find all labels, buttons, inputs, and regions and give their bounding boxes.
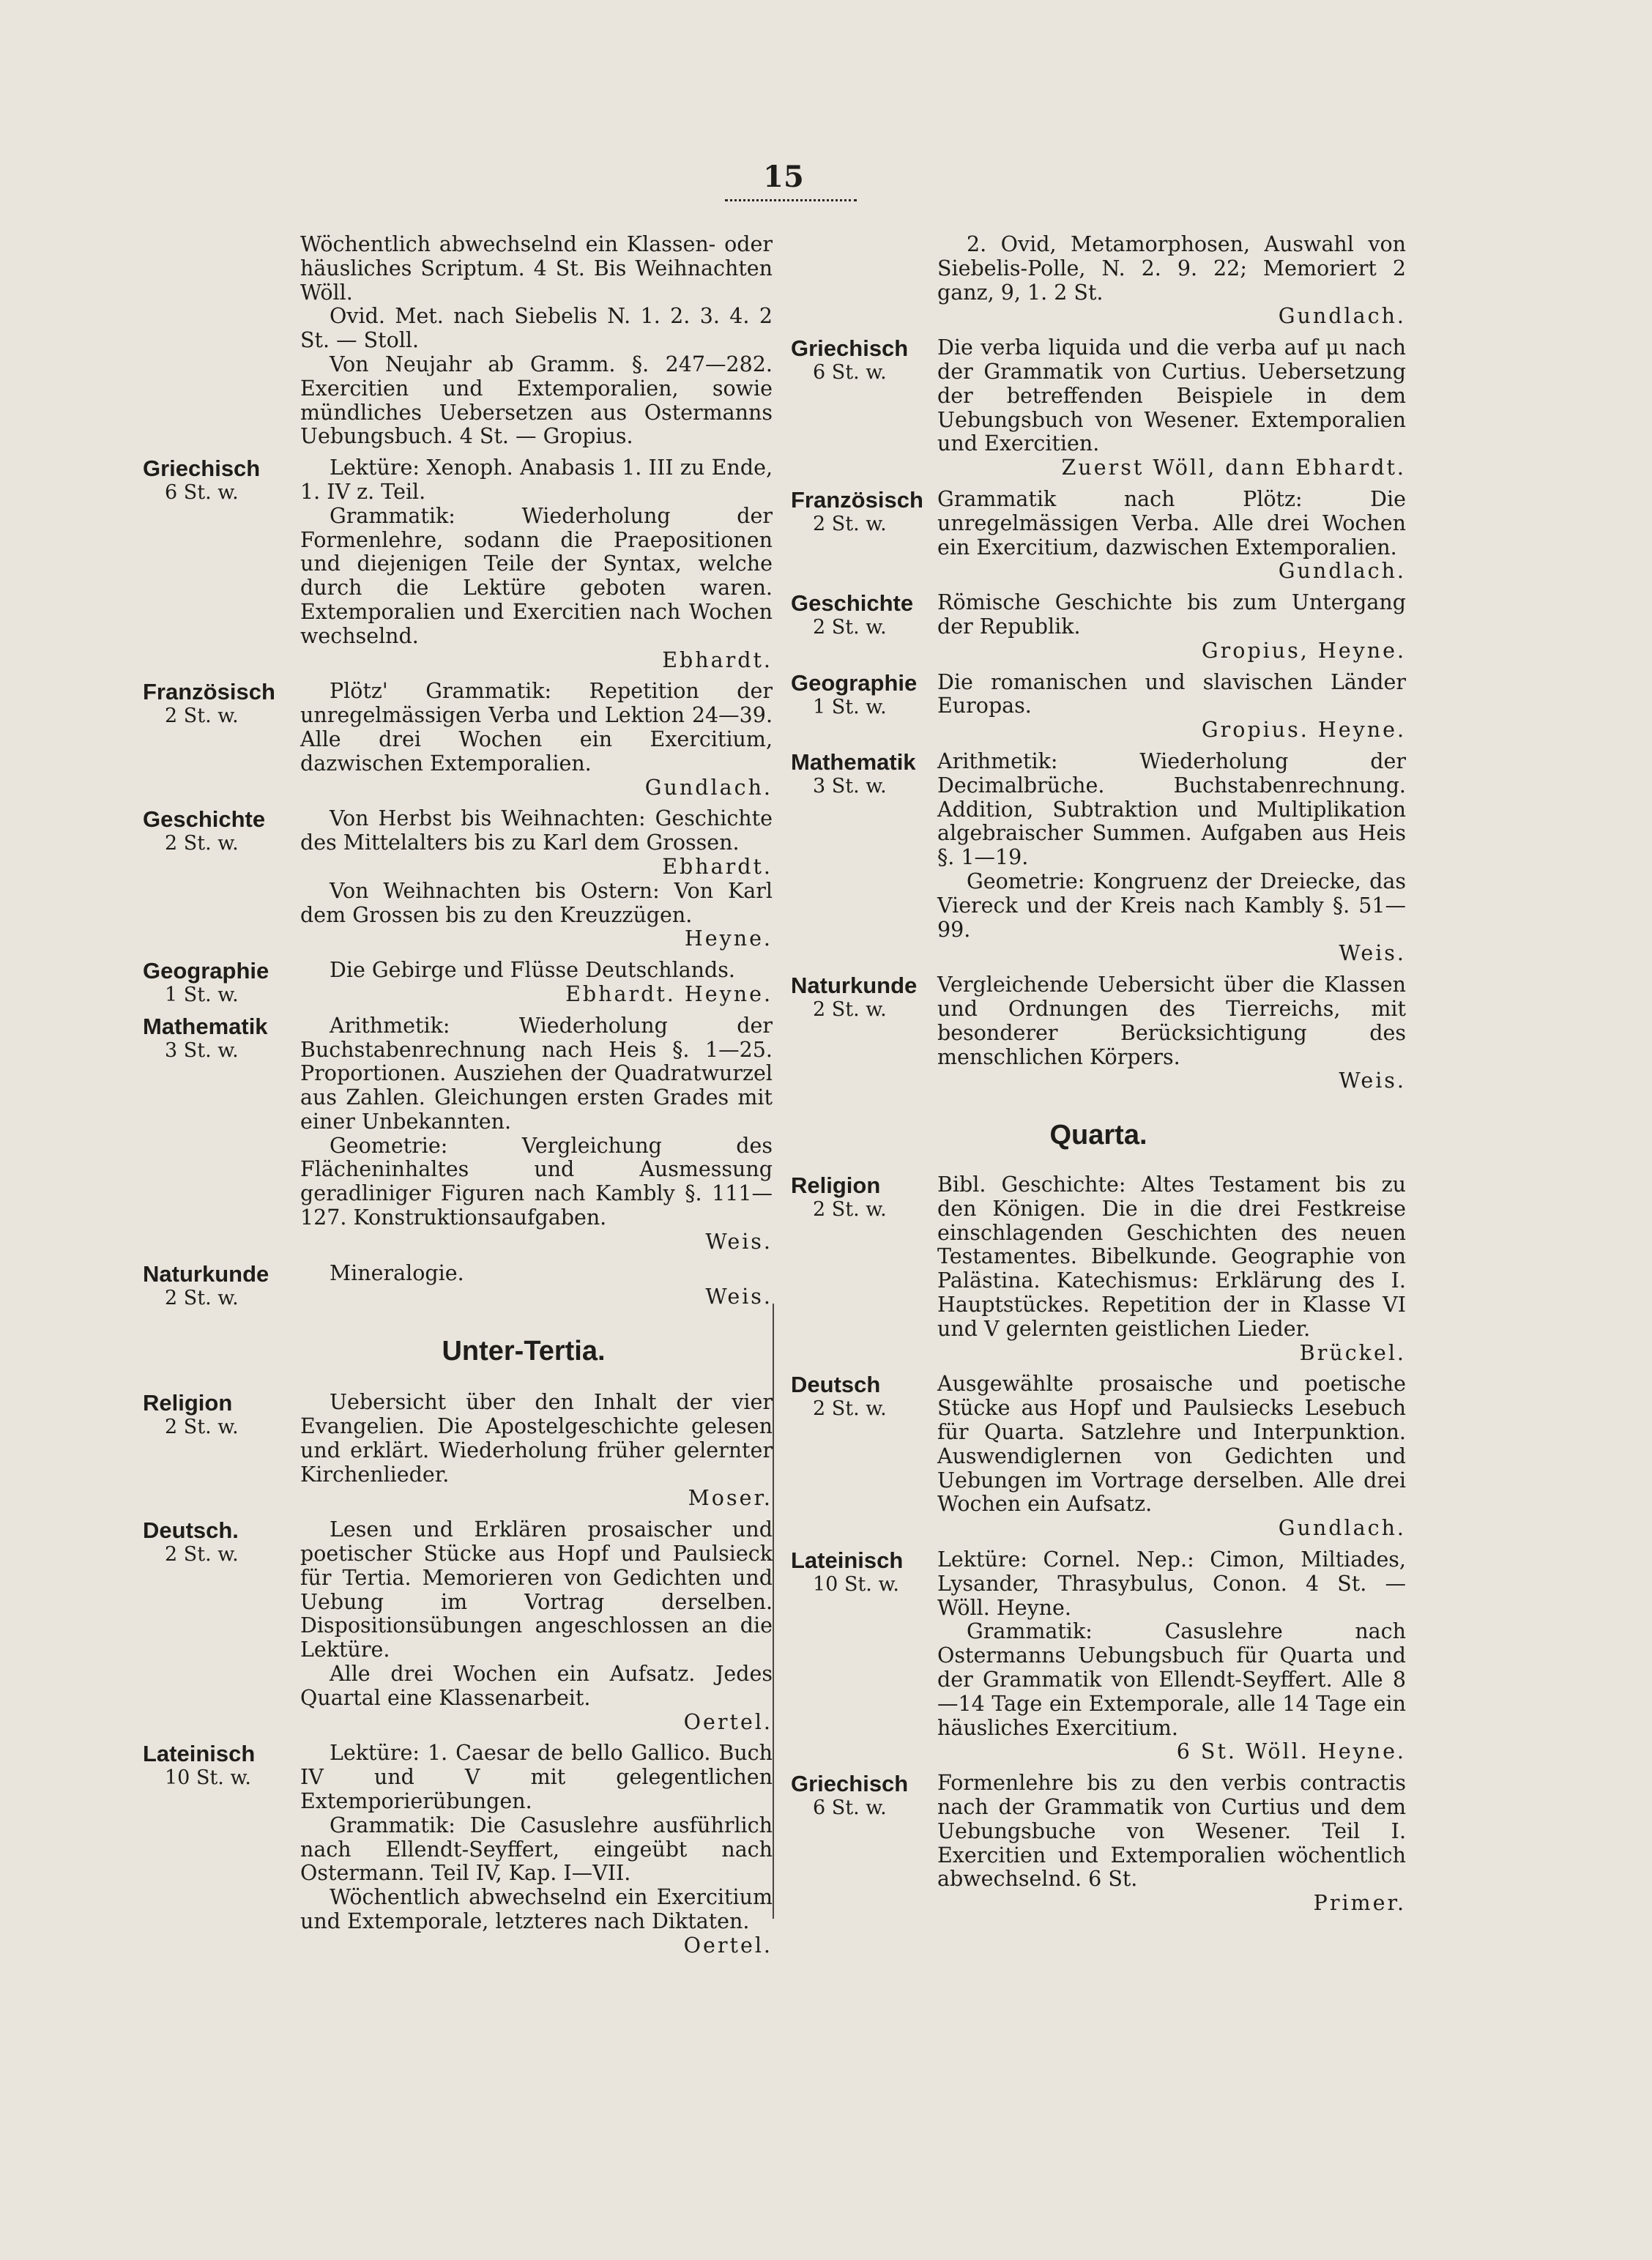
subject-name: Mathematik <box>143 1013 268 1039</box>
subject-hours: 2 St. w. <box>813 998 887 1022</box>
subject-name: Geschichte <box>143 806 266 833</box>
paragraph: Lesen und Erklären prosaischer und poetischer Stücke aus Hopf und Paulsieck für Tertia. Memorieren von Gedichten und Uebung im Vortrag derselben. Dispositionsübungen angeschlossen an die Lektüre. <box>300 1517 773 1662</box>
paragraph: Arithmetik: Wiederholung der Decimalbrüche. Buchstabenrechnung. Addition, Subtraktion und Multiplikation algebraischer Summen. Aufgaben aus Heis §. 1—19. <box>937 748 1406 870</box>
left-column <box>143 233 773 1966</box>
subject-naturkunde <box>143 1262 773 1310</box>
subject-mathematik <box>143 1014 773 1254</box>
subject-hours: 2 St. w. <box>165 1416 239 1439</box>
paragraph: Von Neujahr ab Gramm. §. 247—282. Exercitien und Extemporalien, sowie mündliches Uebersetzen aus Ostermanns Uebungsbuch. 4 St. — Gropius. <box>300 352 773 449</box>
subject-name: Griechisch <box>143 456 261 482</box>
subject-hours: 6 St. w. <box>165 481 239 505</box>
subject-hours: 3 St. w. <box>813 774 887 798</box>
teacher-signature: Gundlach. <box>1278 1516 1406 1541</box>
teacher-signature: Primer. <box>1313 1891 1406 1916</box>
paragraph: Ausgewählte prosaische und poetische Stücke aus Hopf und Paulsiecks Lesebuch für Quarta. Satzlehre und Interpunktion. Auswendiglernen von Gedichten und Uebungen im Vortrage derselben. Alle drei Wochen ein Aufsatz. <box>937 1372 1406 1517</box>
paragraph: Vergleichende Uebersicht über die Klassen und Ordnungen des Tierreichs, mit besonderer Berücksichtigung des menschlichen Körpers. <box>937 973 1406 1069</box>
paragraph: Lektüre: Cornel. Nep.: Cimon, Miltiades, Lysander, Thrasybulus, Conon. 4 St. — Wöll. Heyne. <box>937 1547 1406 1620</box>
continuation-block <box>143 233 773 449</box>
subject-hours: 6 St. w. <box>813 1796 887 1820</box>
paragraph: Plötz' Grammatik: Repetition der unregelmässigen Verba und Lektion 24—39. Alle drei Wochen ein Exercitium, dazwischen Extemporalien. <box>300 679 773 776</box>
teacher-signature: Gropius. Heyne. <box>1201 718 1406 743</box>
paragraph: Von Herbst bis Weihnachten: Geschichte des Mittelalters bis zu Karl dem Grossen. <box>300 806 773 855</box>
continuation-block <box>791 233 1406 329</box>
paragraph: Von Weihnachten bis Ostern: Von Karl dem Grossen bis zu den Kreuzzügen. <box>300 878 773 927</box>
paragraph: Geometrie: Kongruenz der Dreiecke, das Viereck und der Kreis nach Kambly §. 51— 99. <box>937 869 1406 942</box>
subject-hours: 2 St. w. <box>813 1397 887 1421</box>
subject-hours: 2 St. w. <box>165 832 239 855</box>
paragraph: Grammatik: Wiederholung der Formenlehre, sodann die Praepositionen und diejenigen Teile der Syntax, welche durch die Lektüre geboten waren. Extemporalien und Exercitien nach Wochen wechselnd. <box>300 503 773 648</box>
teacher-signature: Weis. <box>705 1285 773 1309</box>
teacher-signature: Ebhardt. <box>662 854 773 879</box>
teacher-signature: Weis. <box>705 1229 773 1254</box>
paragraph: Arithmetik: Wiederholung der Buchstabenrechnung nach Heis §. 1—25. Proportionen. Ausziehen der Quadratwurzel aus Zahlen. Gleichungen ersten Grades mit einer Unbekannten. <box>300 1013 773 1134</box>
section-title: Quarta. <box>1049 1120 1147 1151</box>
teacher-signature: Oertel. <box>683 1933 773 1958</box>
teacher-signature: Weis. <box>1339 941 1406 966</box>
subject-name: Naturkunde <box>791 973 918 999</box>
subject-hours: 10 St. w. <box>165 1766 251 1790</box>
paragraph: Die verba liquida und die verba auf μι nach der Grammatik von Curtius. Uebersetzung der betreffenden Beispiele in dem Uebungsbuch von Wesener. Extemporalien und Exercitien. <box>937 335 1406 456</box>
subject-name: Griechisch <box>791 335 909 362</box>
subject-hours: 2 St. w. <box>813 1198 887 1222</box>
paragraph: Lektüre: 1. Caesar de bello Gallico. Buch IV und V mit gelegentlichen Extemporierübungen. <box>300 1741 773 1814</box>
subject-name: Religion <box>791 1172 881 1199</box>
subject-hours: 2 St. w. <box>813 512 887 535</box>
subject-name: Griechisch <box>791 1771 909 1797</box>
subject-hours: 6 St. w. <box>813 361 887 384</box>
teacher-signature: Zuerst Wöll, dann Ebhardt. <box>1061 456 1406 480</box>
teacher-signature: Gundlach. <box>1278 559 1406 584</box>
subject-name: Lateinisch <box>791 1547 904 1574</box>
paragraph: Alle drei Wochen ein Aufsatz. Jedes Quartal eine Klassenarbeit. <box>300 1662 773 1710</box>
subject-name: Geschichte <box>791 590 914 617</box>
subject-deutsch <box>791 1372 1406 1541</box>
paragraph: Grammatik: Die Casuslehre ausführlich nach Ellendt-Seyffert, eingeübt nach Ostermann. Teil IV, Kap. I—VII. <box>300 1813 773 1886</box>
subject-griechisch <box>791 336 1406 480</box>
subject-name: Geographie <box>143 958 269 984</box>
subject-griechisch <box>143 456 773 672</box>
subject-franzoesisch <box>791 488 1406 584</box>
subject-name: Deutsch <box>791 1372 881 1398</box>
paragraph: Bibl. Geschichte: Altes Testament bis zu den Königen. Die in die drei Festkreise einschlagenden Geschichten des neuen Testamentes. Bibelkunde. Geographie von Palästina. Katechismus: Erklärung des I. Hauptstückes. Repetition der in Klasse VI und V gelernten geistlichen Lieder. <box>937 1172 1406 1341</box>
subject-hours: 2 St. w. <box>165 1543 239 1566</box>
subject-hours: 2 St. w. <box>165 705 239 728</box>
subject-name: Französisch <box>791 486 923 513</box>
paragraph: Lektüre: Xenoph. Anabasis 1. III zu Ende, 1. IV z. Teil. <box>300 456 773 504</box>
paragraph: Geometrie: Vergleichung des Flächeninhaltes und Ausmessung geradliniger Figuren nach Kambly §. 111—127. Konstruktionsaufgaben. <box>300 1133 773 1230</box>
paragraph: Mineralogie. <box>330 1260 464 1285</box>
subject-geschichte <box>143 807 773 951</box>
teacher-signature: Moser. <box>688 1486 773 1511</box>
subject-griechisch-quarta <box>791 1772 1406 1916</box>
header-ornament <box>725 192 857 201</box>
paragraph: Wöchentlich abwechselnd ein Klassen- oder häusliches Scriptum. 4 St. Bis Weihnachten Wöll. <box>300 232 773 305</box>
subject-hours: 1 St. w. <box>165 984 239 1007</box>
teacher-signature: Ebhardt. Heyne. <box>565 981 773 1006</box>
subject-lateinisch <box>143 1742 773 1958</box>
subject-geschichte <box>791 591 1406 663</box>
subject-deutsch <box>143 1518 773 1734</box>
subject-naturkunde <box>791 973 1406 1093</box>
right-column <box>791 233 1406 1923</box>
subject-name: Geographie <box>791 669 918 696</box>
subject-name: Französisch <box>143 679 275 705</box>
subject-hours: 1 St. w. <box>813 695 887 718</box>
paragraph: 2. Ovid, Metamorphosen, Auswahl von Siebelis-Polle, N. 2. 9. 22; Memoriert 2 ganz, 9, 1. 2 St. <box>937 232 1406 305</box>
teacher-signature: Heyne. <box>684 926 773 951</box>
subject-hours: 2 St. w. <box>813 616 887 639</box>
paragraph: Die Gebirge und Flüsse Deutschlands. <box>330 958 735 983</box>
subject-name: Religion <box>143 1390 233 1416</box>
section-title: Unter-Tertia. <box>442 1336 606 1367</box>
teacher-signature: Gropius, Heyne. <box>1201 638 1406 663</box>
paragraph: Ovid. Met. nach Siebelis N. 1. 2. 3. 4. 2 St. — Stoll. <box>300 304 773 353</box>
paragraph: Grammatik nach Plötz: Die unregelmässigen Verba. Alle drei Wochen ein Exercitium, dazwischen Extemporalien. <box>937 486 1406 560</box>
subject-geographie <box>143 959 773 1007</box>
paragraph: Wöchentlich abwechselnd ein Exercitium und Extemporale, letzteres nach Diktaten. <box>300 1885 773 1933</box>
paragraph: Grammatik: Casuslehre nach Ostermanns Uebungsbuch für Quarta und der Grammatik von Ellendt-Seyffert. Alle 8—14 Tage ein Extemporale, alle 14 Tage ein häusliches Exercitium. <box>937 1619 1406 1740</box>
page-number: 15 <box>763 160 804 194</box>
teacher-signature: Gundlach. <box>644 775 773 800</box>
subject-name: Deutsch. <box>143 1517 239 1544</box>
teacher-signature: 6 St. Wöll. Heyne. <box>1176 1739 1406 1764</box>
subject-hours: 3 St. w. <box>165 1038 239 1062</box>
subject-hours: 2 St. w. <box>165 1286 239 1309</box>
subject-religion <box>791 1173 1406 1365</box>
subject-religion <box>143 1391 773 1511</box>
paragraph: Die romanischen und slavischen Länder Europas. <box>937 669 1406 718</box>
subject-hours: 10 St. w. <box>813 1573 899 1597</box>
teacher-signature: Oertel. <box>683 1709 773 1734</box>
teacher-signature: Brückel. <box>1299 1340 1406 1365</box>
subject-name: Mathematik <box>791 748 916 775</box>
subject-mathematik <box>791 750 1406 966</box>
paragraph: Römische Geschichte bis zum Untergang der Republik. <box>937 590 1406 639</box>
paragraph: Uebersicht über den Inhalt der vier Evangelien. Die Apostelgeschichte gelesen und erklärt. Wiederholung früher gelernter Kirchenlieder. <box>300 1390 773 1487</box>
teacher-signature: Weis. <box>1339 1068 1406 1093</box>
subject-name: Lateinisch <box>143 1741 256 1767</box>
teacher-signature: Gundlach. <box>1278 304 1406 329</box>
subject-name: Naturkunde <box>143 1260 269 1287</box>
column-divider <box>773 1304 774 1919</box>
paragraph: Formenlehre bis zu den verbis contractis nach der Grammatik von Curtius und dem Uebungsbuche von Wesener. Teil I. Exercitien und Extemporalien wöchentlich abwechselnd. 6 St. <box>937 1771 1406 1892</box>
subject-franzoesisch <box>143 680 773 800</box>
teacher-signature: Ebhardt. <box>662 647 773 672</box>
subject-geographie <box>791 671 1406 743</box>
subject-lateinisch <box>791 1548 1406 1764</box>
